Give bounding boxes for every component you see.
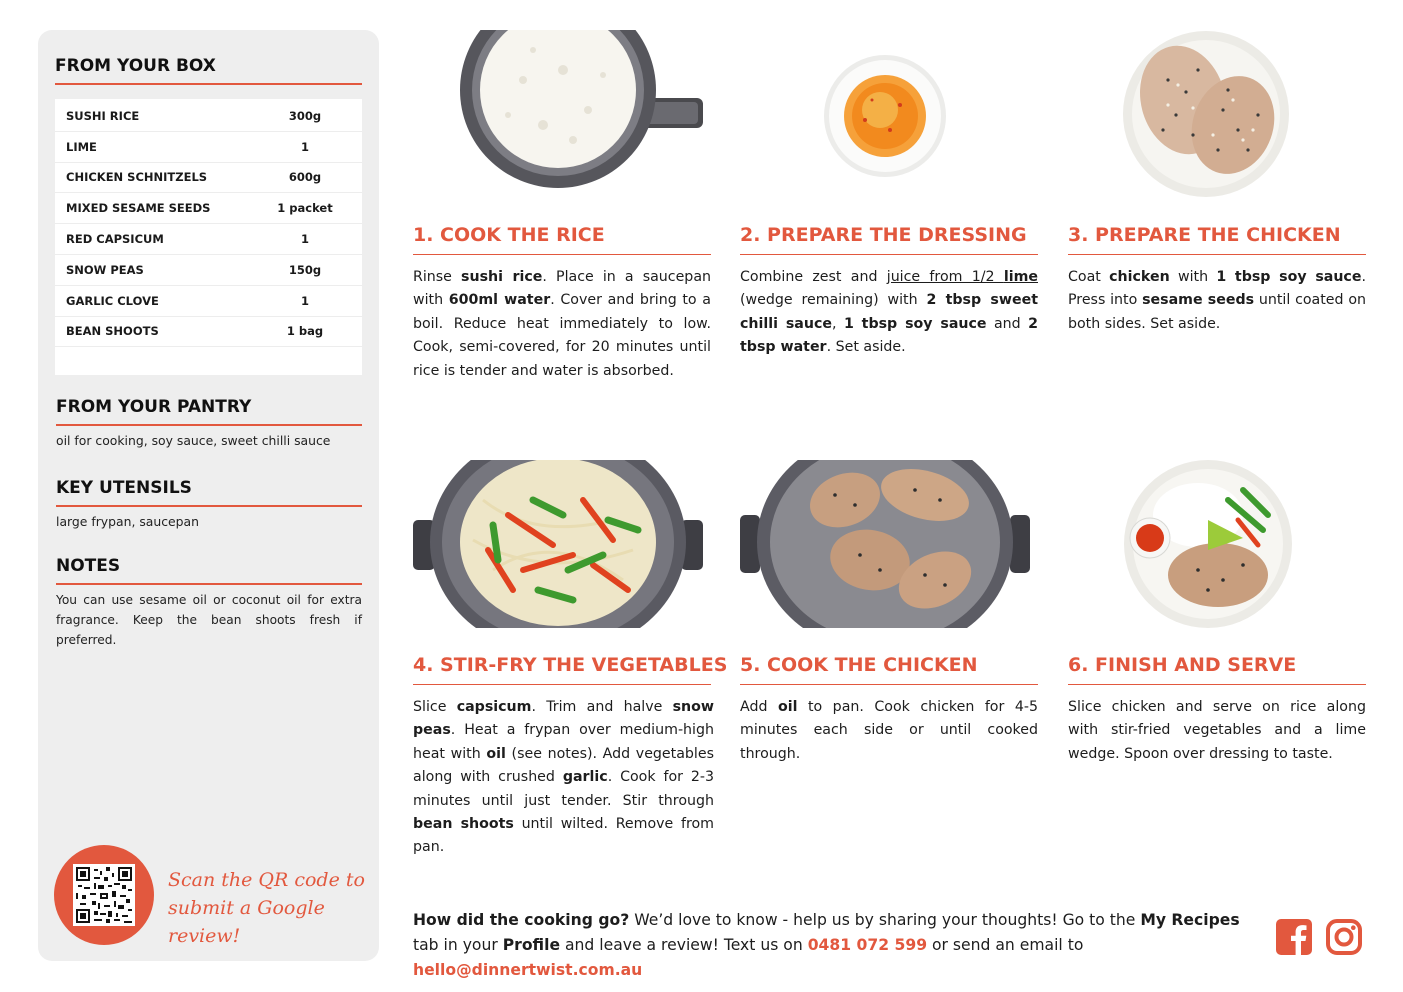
step-3 [1068,30,1366,390]
step-5-title: 5. COOK THE CHICKEN [740,654,1038,685]
ingredient-qty: 1 bag [286,324,324,339]
email-link[interactable]: hello@dinnertwist.com.au [413,961,643,979]
step-2-body: Combine zest and juice from 1/2 lime (wedge remaining) with 2 tbsp sweet chilli sauce, 1 tbsp soy sauce and 2 tbsp water. Set aside. [740,269,1038,356]
footer-text-3: and leave a review! Text us on [560,936,808,954]
ingredient-name: RED CAPSICUM [66,232,164,247]
ingredient-name: CHICKEN SCHNITZELS [66,170,208,185]
phone-link[interactable]: 0481 072 599 [807,936,928,954]
step-4 [413,460,728,860]
box-ingredients-table [55,99,362,375]
profile-label: Profile [502,936,561,954]
table-row [55,317,362,348]
ingredient-name: MIXED SESAME SEEDS [66,201,211,216]
footer-text-4: or send an email to [927,936,1084,954]
step-6-title: 6. FINISH AND SERVE [1068,654,1366,685]
step-3-body: Coat chicken with 1 tbsp soy sauce. Press into sesame seeds until coated on both sides. Set aside. [1068,269,1366,332]
footer-question: How did the cooking go? [413,911,630,929]
step-2 [740,30,1038,390]
step-6 [1068,460,1366,820]
ingredient-qty: 1 [300,139,309,154]
table-row [55,286,362,317]
from-your-pantry-title: FROM YOUR PANTRY [56,397,362,426]
step-5 [740,460,1038,820]
step-1 [413,30,711,390]
review-prompt [413,908,1263,983]
qr-code-icon [73,864,135,926]
step-6-body: Slice chicken and serve on rice along with stir-fried vegetables and a lime wedge. Spoon over dressing to taste. [1068,699,1366,762]
served-plate-image [1068,460,1366,630]
qr-line-2: submit a Google review! [168,897,325,947]
qr-line-1: Scan the QR code to [168,869,365,891]
step-5-body: Add oil to pan. Cook chicken for 4-5 minutes each side or until cooked through. [740,699,1038,762]
step-2-title: 2. PREPARE THE DRESSING [740,224,1038,255]
ingredient-name: SUSHI RICE [66,108,140,123]
table-row [55,193,362,224]
ingredient-qty: 1 [300,293,309,308]
dressing-bowl-image [740,30,1038,200]
ingredient-qty: 300g [288,108,322,123]
rice-saucepan-image [413,30,711,200]
footer-text-2: tab in your [413,936,503,954]
facebook-icon[interactable] [1275,918,1313,956]
table-row [55,132,362,163]
step-3-title: 3. PREPARE THE CHICKEN [1068,224,1366,255]
utensils-text: large frypan, saucepan [56,514,199,529]
step-1-title: 1. COOK THE RICE [413,224,711,255]
step-1-body: Rinse sushi rice. Place in a saucepan with 600ml water. Cover and bring to a boil. Reduce heat immediately to low. Cook, semi-covered, for 20 minutes until rice is tender and water is absorbed. [413,269,712,379]
table-row [55,224,362,255]
table-row [55,101,362,132]
sesame-chicken-plate-image [1068,30,1366,200]
ingredient-name: SNOW PEAS [66,262,144,277]
table-row [55,163,362,194]
ingredient-qty: 1 packet [277,201,333,216]
notes-title: NOTES [56,556,362,585]
ingredient-qty: 150g [288,262,322,277]
ingredient-name: BEAN SHOOTS [66,324,159,339]
step-4-title: 4. STIR-FRY THE VEGETABLES [413,654,711,685]
ingredient-qty: 600g [288,170,322,185]
stir-fry-pan-image [413,460,711,630]
qr-badge[interactable] [54,845,154,945]
my-recipes-label: My Recipes [1140,911,1240,929]
from-your-box-title: FROM YOUR BOX [55,56,362,85]
ingredient-name: LIME [66,139,97,154]
ingredient-name: GARLIC CLOVE [66,293,159,308]
table-row [55,255,362,286]
step-4-body: Slice capsicum. Trim and halve snow peas. Heat a frypan over medium-high heat with oil (see notes). Add vegetables along with crushed garlic. Cook for 2-3 minutes until just tender. Stir through bean shoots until wilted. Remove from pan. [413,699,715,856]
ingredient-qty: 1 [300,232,309,247]
ingredients-sidebar [38,30,379,961]
qr-review-prompt [168,866,368,950]
notes-text: You can use sesame oil or coconut oil for extra fragrance. Keep the bean shoots fresh if preferred. [56,593,362,647]
key-utensils-title: KEY UTENSILS [56,478,362,507]
instagram-icon[interactable] [1325,918,1363,956]
pantry-text: oil for cooking, soy sauce, sweet chilli sauce [56,433,331,448]
footer-text-1: We’d love to know - help us by sharing your thoughts! Go to the [629,911,1141,929]
chicken-frypan-image [740,460,1038,630]
